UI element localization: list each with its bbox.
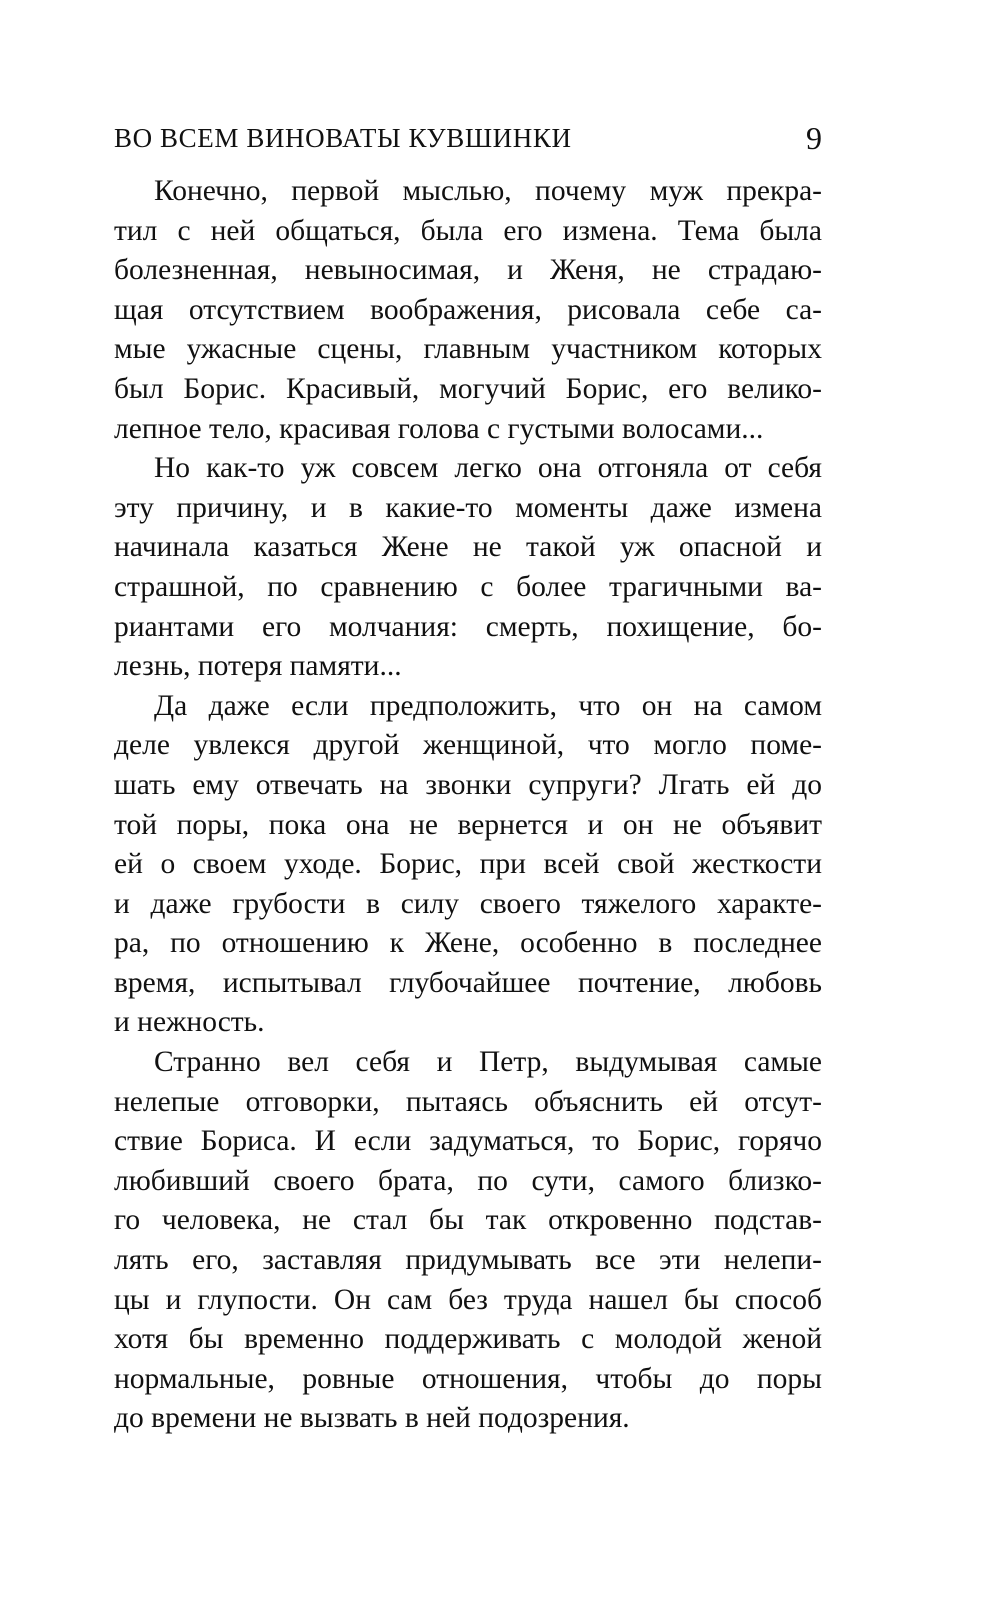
text-line: го человека, не стал бы так откровенно подстав- — [114, 1204, 822, 1237]
paragraph-1 — [114, 172, 822, 449]
text-line: цы и глупости. Он сам без труда нашел бы способ — [114, 1283, 822, 1316]
body-text — [114, 172, 822, 1439]
text-line: мые ужасные сцены, главным участником которых — [114, 333, 822, 366]
text-line: риантами его молчания: смерть, похищение, бо- — [114, 610, 822, 643]
text-line: страшной, по сравнению с более трагичными ва- — [114, 570, 822, 603]
text-line: лезнь, потеря памяти... — [114, 650, 402, 683]
text-line: хотя бы временно поддерживать с молодой женой — [114, 1323, 822, 1356]
text-line: нелепые отговорки, пытаясь объяснить ей отсут- — [114, 1085, 822, 1118]
text-line: лять его, заставляя придумывать все эти нелепи- — [114, 1244, 822, 1277]
text-line: Но как-то уж совсем легко она отгоняла от себя — [154, 452, 822, 485]
running-head — [114, 118, 822, 158]
text-line: той поры, пока она не вернется и он не объявит — [114, 808, 822, 841]
text-line: эту причину, и в какие-то моменты даже измена — [114, 491, 822, 524]
text-line: любивший своего брата, по сути, самого близко- — [114, 1164, 822, 1197]
text-line: тил с ней общаться, была его измена. Тема была — [114, 214, 822, 247]
paragraph-2 — [114, 449, 822, 687]
text-line: был Борис. Красивый, могучий Борис, его велико- — [114, 372, 822, 405]
text-line: Конечно, первой мыслью, почему муж прекра- — [154, 175, 822, 207]
text-line: Странно вел себя и Петр, выдумывая самые — [154, 1046, 822, 1079]
text-line: болезненная, невыносимая, и Женя, не страдаю- — [114, 254, 822, 287]
paragraph-4 — [114, 1043, 822, 1439]
text-line: щая отсутствием воображения, рисовала себе са- — [114, 293, 822, 326]
running-title: ВО ВСЕМ ВИНОВАТЫ КУВШИНКИ — [114, 123, 572, 153]
text-line: начинала казаться Жене не такой уж опасной и — [114, 531, 822, 564]
page-number: 9 — [806, 120, 822, 156]
text-line: нормальные, ровные отношения, чтобы до поры — [114, 1362, 822, 1395]
text-line: время, испытывал глубочайшее почтение, любовь — [114, 966, 822, 999]
paragraph-3 — [114, 687, 822, 1043]
text-line: ра, по отношению к Жене, особенно в последнее — [114, 927, 822, 960]
text-line: шать ему отвечать на звонки супруги? Лгать ей до — [114, 768, 822, 801]
text-line: Да даже если предположить, что он на самом — [154, 689, 822, 722]
text-line: лепное тело, красивая голова с густыми волосами... — [114, 412, 764, 445]
text-line: и даже грубости в силу своего тяжелого характе- — [114, 887, 822, 920]
text-line: и нежность. — [114, 1006, 265, 1039]
text-line: ей о своем уходе. Борис, при всей свой жесткости — [114, 848, 822, 881]
text-line: деле увлекся другой женщиной, что могло поме- — [114, 729, 822, 762]
text-line: до времени не вызвать в ней подозрения. — [114, 1402, 630, 1435]
text-line: ствие Бориса. И если задуматься, то Борис, горячо — [114, 1125, 822, 1158]
